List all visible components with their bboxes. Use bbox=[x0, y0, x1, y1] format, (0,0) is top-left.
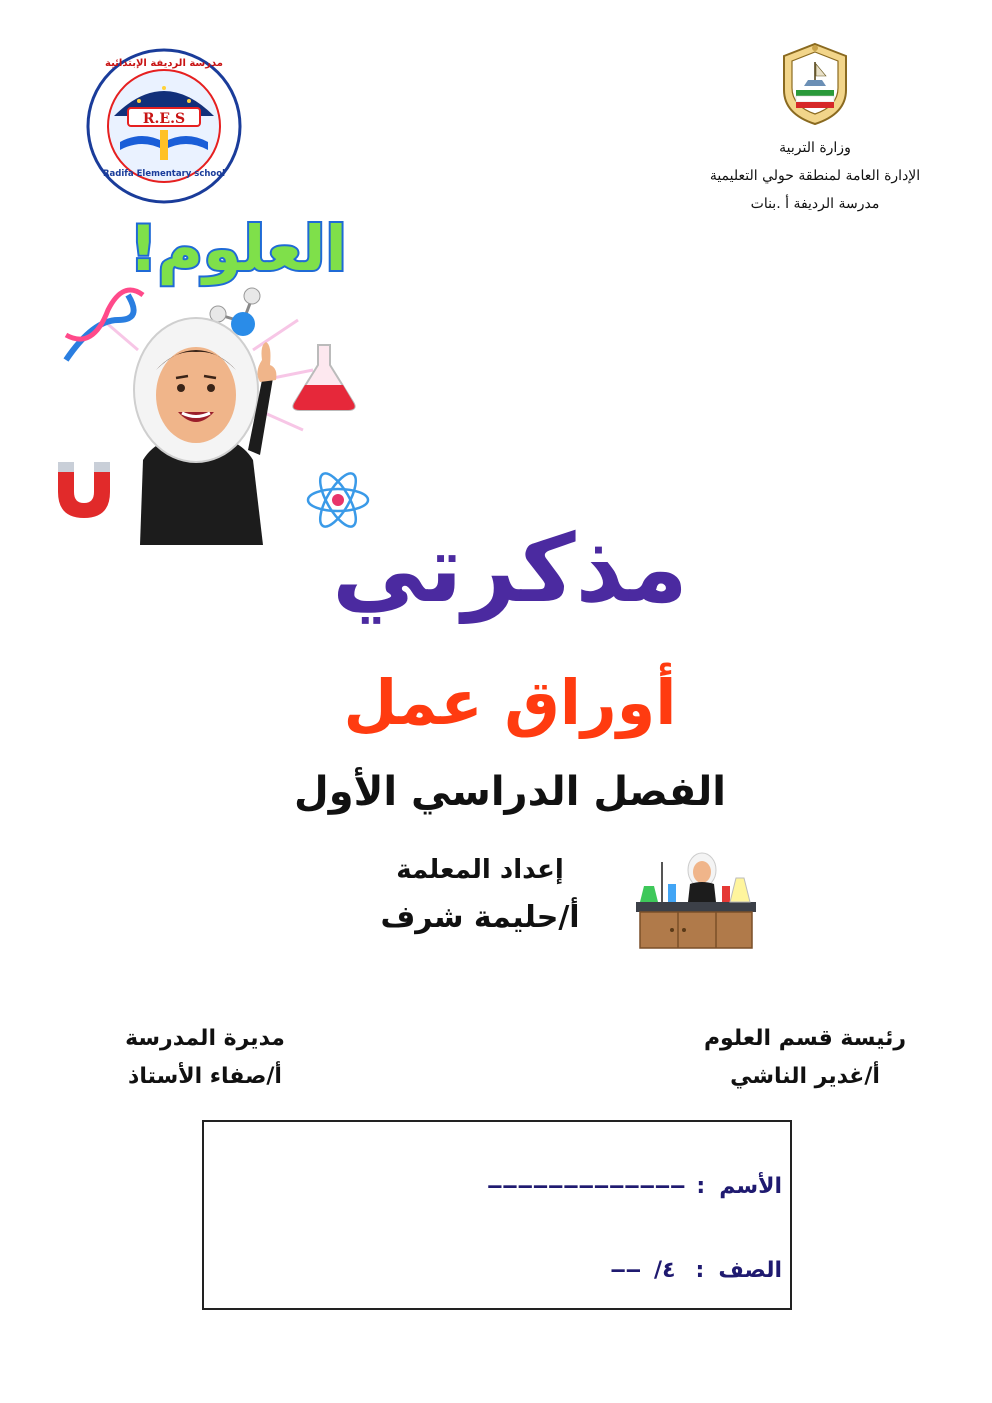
semester-title: الفصل الدراسي الأول bbox=[294, 769, 726, 815]
logo-monogram: R.E.S bbox=[142, 111, 186, 127]
ministry-name: وزارة التربية bbox=[779, 140, 851, 156]
science-head-signature bbox=[690, 1020, 920, 1096]
magnet-icon bbox=[58, 462, 110, 518]
science-head-title: رئيسة قسم العلوم bbox=[703, 1026, 907, 1051]
student-name-row bbox=[488, 1174, 782, 1199]
science-word-art: العلوم! bbox=[129, 212, 347, 285]
teacher-name: أ/حليمة شرف bbox=[380, 900, 580, 935]
logo-english-name: Radifa Elementary school bbox=[102, 169, 226, 179]
student-class-row bbox=[612, 1258, 782, 1283]
student-name-colon: : bbox=[696, 1174, 706, 1199]
logo-arabic-name: مدرسة الرديفة الإبتدائية bbox=[105, 58, 223, 69]
main-title: مذكرتي bbox=[331, 515, 689, 624]
ministry-header bbox=[690, 40, 940, 218]
school-name: مدرسة الرديفة أ .بنات bbox=[750, 196, 880, 212]
principal-signature bbox=[100, 1020, 310, 1096]
directorate-name: الإدارة العامة لمنطقة حولي التعليمية bbox=[709, 168, 921, 184]
principal-name: أ/صفاء الأستاذ bbox=[128, 1064, 282, 1089]
sub-title: أوراق عمل bbox=[343, 666, 677, 739]
student-info-box bbox=[202, 1120, 792, 1310]
student-class-colon: : bbox=[695, 1258, 705, 1283]
lab-bench-cartoon bbox=[632, 840, 760, 950]
principal-title: مديرة المدرسة bbox=[125, 1026, 285, 1051]
science-sticker bbox=[48, 200, 378, 545]
student-name-label: الأسم bbox=[719, 1174, 782, 1199]
prepared-by-block bbox=[330, 850, 630, 946]
dna-icon bbox=[66, 290, 143, 360]
science-head-name: أ/غدير الناشي bbox=[730, 1064, 880, 1089]
school-logo bbox=[84, 46, 244, 206]
student-class-blank[interactable]: —— bbox=[611, 1258, 643, 1283]
kuwait-emblem-icon bbox=[776, 40, 854, 126]
prepared-by-label: إعداد المعلمة bbox=[396, 855, 564, 885]
student-class-label: الصف bbox=[718, 1258, 782, 1283]
student-class-value: ٤/ bbox=[654, 1258, 676, 1283]
flask-icon bbox=[293, 345, 354, 410]
student-name-blank[interactable]: ————————————— bbox=[488, 1174, 687, 1199]
